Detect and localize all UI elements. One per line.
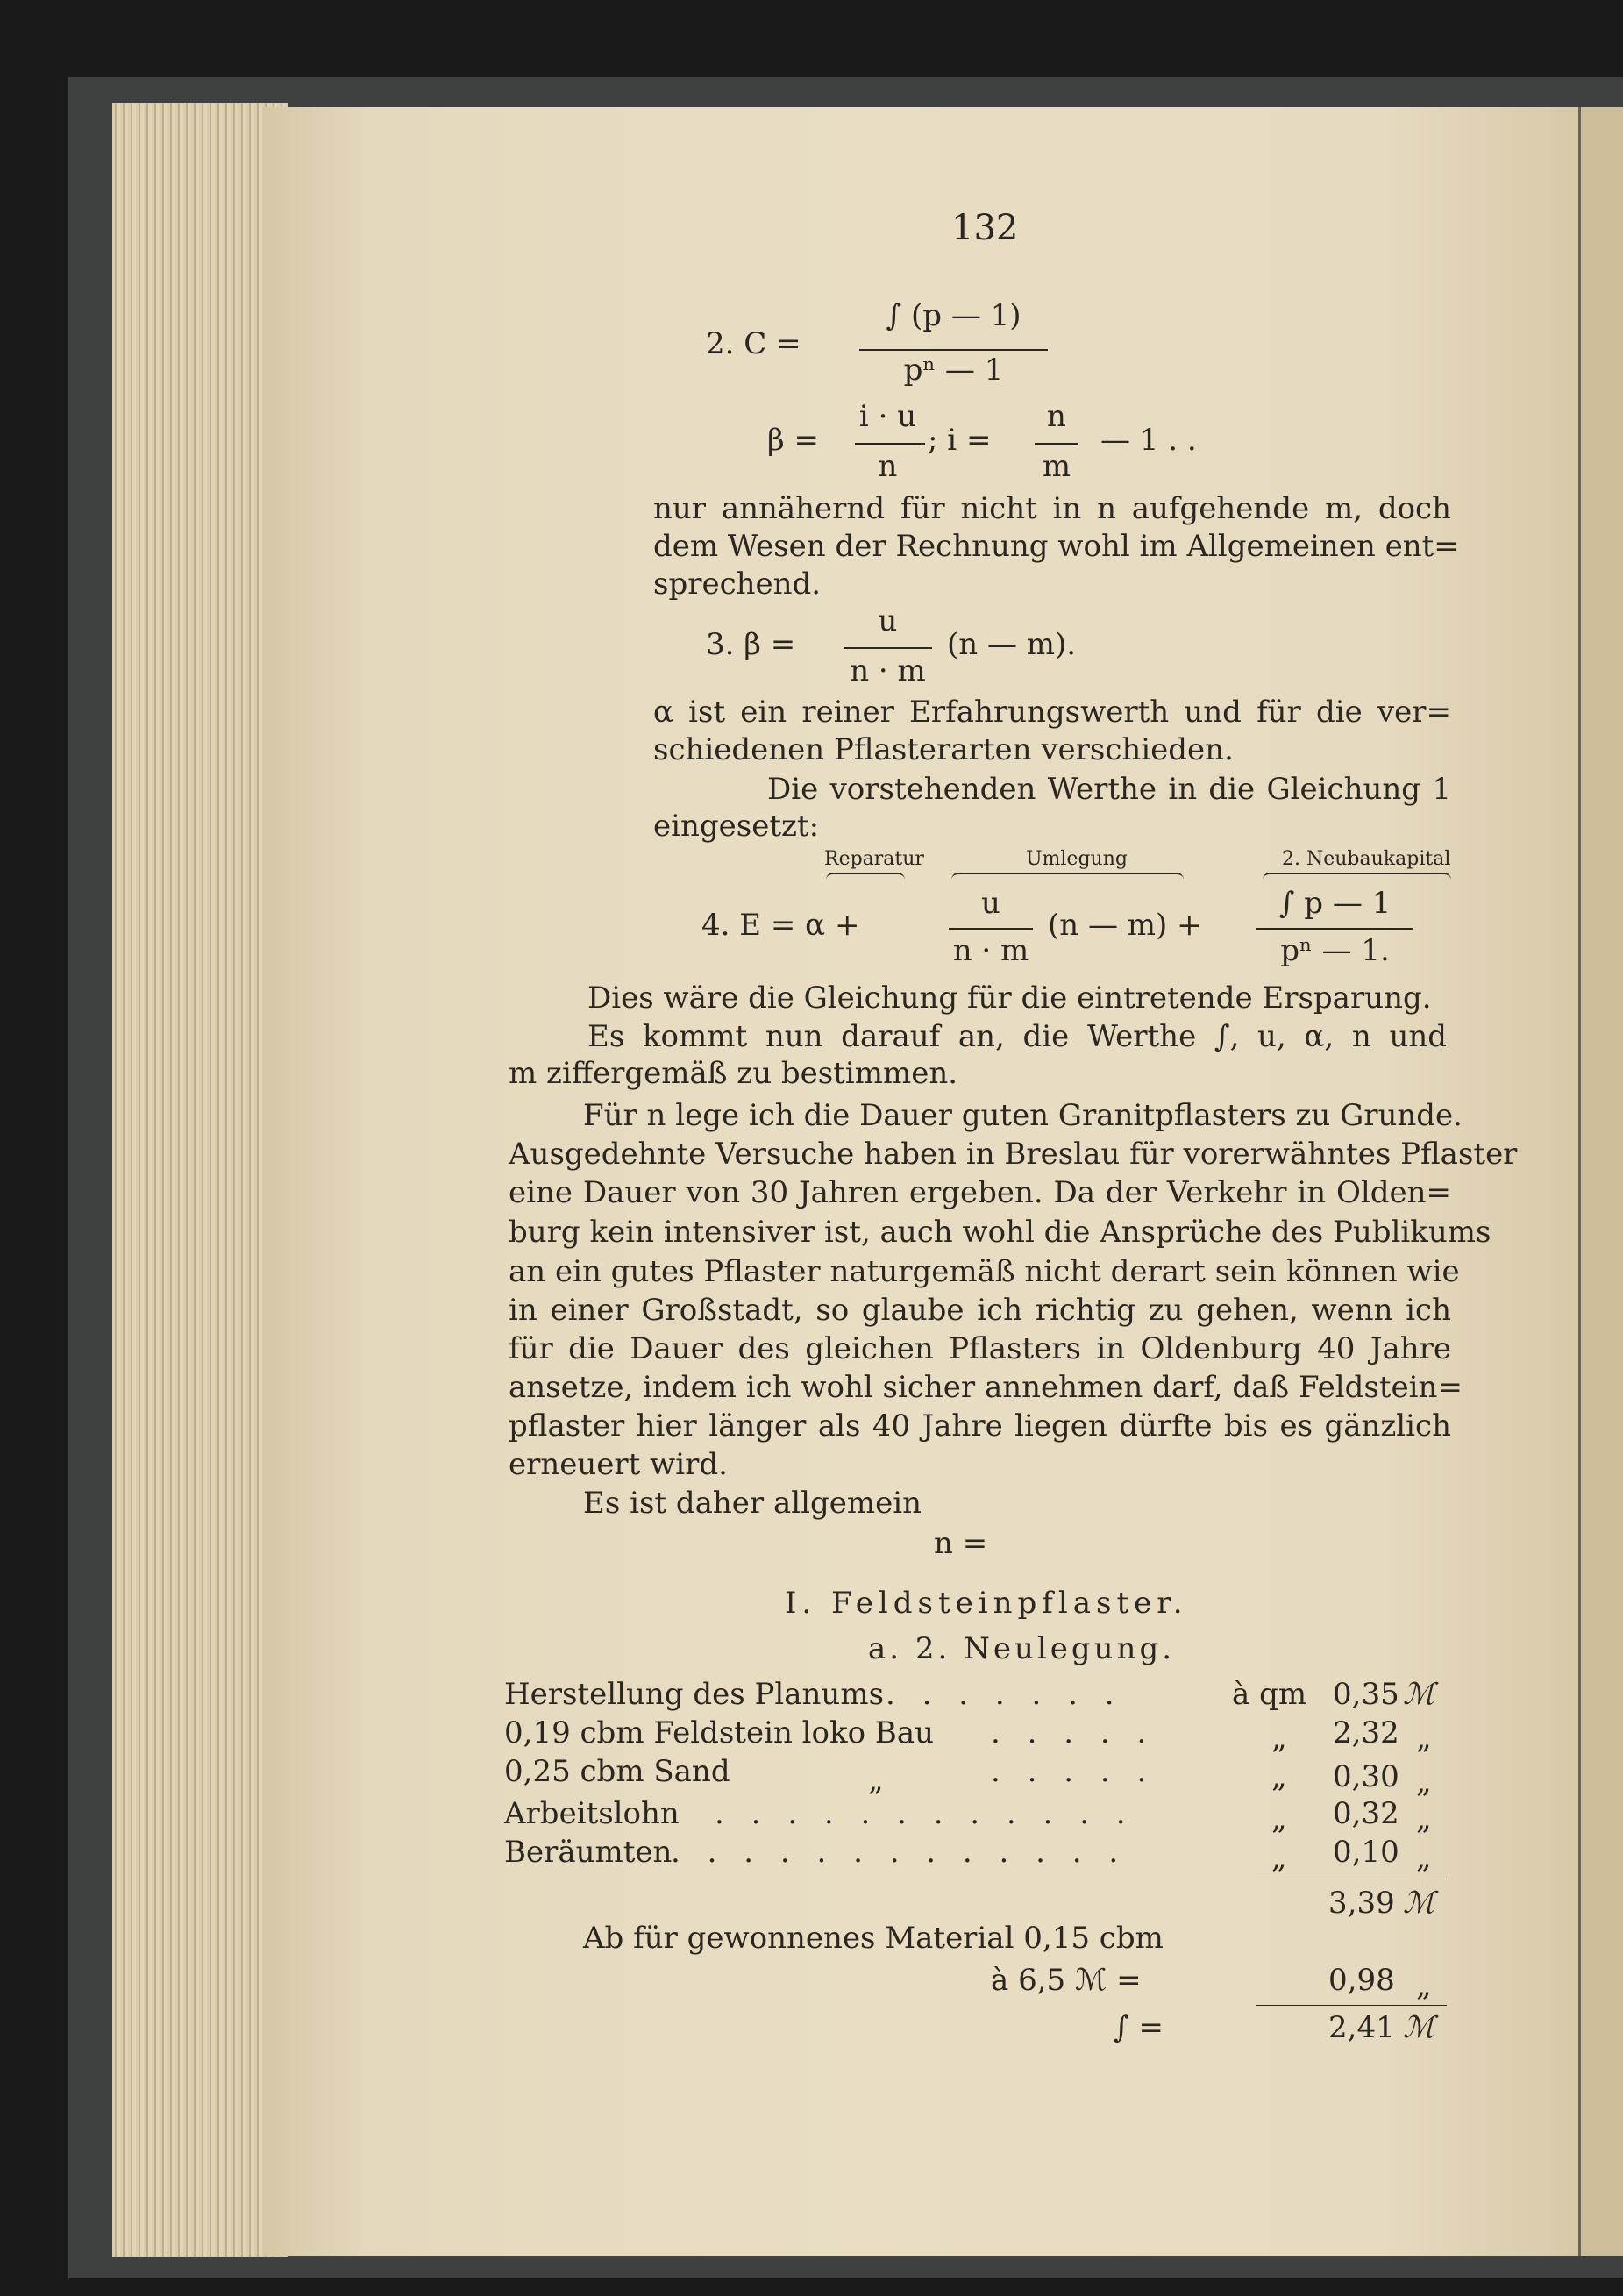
eq3-numerator: u (878, 603, 898, 638)
alpha-line: eingesetzt: (653, 809, 820, 844)
subtotal-currency: ℳ (1403, 1886, 1435, 1921)
eq2-label: 2. C = (706, 326, 801, 361)
row-dots: . . . . . . . . . . . . (715, 1796, 1135, 1831)
row-value: 0,35 (1333, 1677, 1399, 1712)
row-unit: „ (1271, 1721, 1287, 1756)
body-line: an ein gutes Pflaster naturgemäß nicht derart sein können wie (509, 1254, 1460, 1289)
deduct-value: 0,98 (1328, 1963, 1395, 1998)
brace-reparatur (826, 873, 905, 883)
row-label: Beräumten (504, 1835, 673, 1870)
beta-denominator: n (878, 449, 898, 484)
row-value: 2,32 (1333, 1715, 1399, 1751)
note-line: sprechend. (653, 567, 822, 602)
row-dots: . . . . . (991, 1715, 1156, 1751)
eq3-tail: (n — m). (947, 627, 1077, 662)
brace-label-neubau: 2. Neubaukapital (1282, 848, 1451, 870)
n-equals: n = (934, 1526, 988, 1561)
body-line: Dies wäre die Gleichung für die eintretende Ersparung. (587, 980, 1432, 1016)
page-edges (112, 103, 288, 2257)
row-dots: . . . . . . . . . . . . . (671, 1835, 1128, 1870)
subsection-heading: a. 2. Neulegung. (868, 1631, 1176, 1666)
note-line: dem Wesen der Rechnung wohl im Allgemeinen ent= (653, 529, 1459, 564)
total-label: ∫ = (1114, 2010, 1164, 2045)
row-label: Herstellung des Planums (504, 1677, 885, 1712)
body-line: pflaster hier länger als 40 Jahre liegen dürfte bis es gänzlich (509, 1408, 1451, 1444)
row-ditto: „ (868, 1763, 884, 1798)
row-currency: ℳ (1403, 1677, 1435, 1712)
eq3-fraction-bar (844, 647, 932, 649)
row-unit: à qm (1232, 1677, 1307, 1712)
beta-tail: — 1 . . (1100, 423, 1197, 458)
deduct-rate: à 6,5 ℳ = (991, 1963, 1142, 1998)
i-numerator: n (1047, 399, 1066, 434)
row-label: 0,19 cbm Feldstein loko Bau (504, 1715, 935, 1751)
brace-neubau (1263, 873, 1451, 883)
deduct-currency: „ (1416, 1968, 1432, 2003)
deduct-line: Ab für gewonnenes Material 0,15 cbm (583, 1921, 1164, 1956)
body-line: m ziffergemäß zu bestimmen. (509, 1056, 958, 1091)
section-heading: I. Feldsteinpflaster. (785, 1586, 1188, 1621)
eq4-numerator: u (981, 886, 1000, 921)
row-label: Arbeitslohn (504, 1796, 680, 1831)
body-line: Es ist daher allgemein (583, 1486, 922, 1521)
total-value: 2,41 (1328, 2010, 1395, 2045)
eq4-denominator2: pⁿ — 1. (1280, 933, 1390, 968)
beta-label: β = (767, 423, 819, 458)
total-rule (1256, 2005, 1447, 2006)
eq4-fraction-bar (949, 928, 1033, 930)
body-line: ansetze, indem ich wohl sicher annehmen darf, daß Feldstein= (509, 1370, 1463, 1405)
row-unit: „ (1271, 1840, 1287, 1875)
body-line: in einer Großstadt, so glaube ich richtig zu gehen, wenn ich (509, 1293, 1451, 1328)
row-value: 0,32 (1333, 1796, 1399, 1831)
eq4-numerator2: ∫ p — 1 (1278, 886, 1392, 921)
total-currency: ℳ (1403, 2010, 1435, 2045)
i-fraction-bar (1035, 443, 1078, 445)
subtotal-value: 3,39 (1328, 1886, 1395, 1921)
beta-numerator: i · u (858, 399, 917, 434)
row-currency: „ (1416, 1721, 1432, 1756)
page-number: 132 (951, 208, 1019, 248)
body-line: burg kein intensiver ist, auch wohl die Ansprüche des Publikums (509, 1215, 1491, 1250)
body-line: eine Dauer von 30 Jahren ergeben. Da der Verkehr in Olden= (509, 1175, 1451, 1210)
brace-label-reparatur: Reparatur (824, 848, 924, 870)
facing-page-edge (1578, 107, 1623, 2256)
row-dots: . . . . . . . (886, 1677, 1123, 1712)
i-denominator: m (1042, 449, 1071, 484)
row-currency: „ (1416, 1840, 1432, 1875)
eq3-denominator: n · m (850, 653, 926, 688)
body-line: Für n lege ich die Dauer guten Granitpflasters zu Grunde. (583, 1098, 1463, 1133)
brace-umlegung (951, 873, 1184, 883)
eq2-denominator: pⁿ — 1 (903, 353, 1004, 388)
row-value: 0,10 (1333, 1835, 1399, 1870)
note-line: nur annähernd für nicht in n aufgehende m, doch (653, 491, 1451, 526)
beta-fraction-bar (855, 443, 925, 445)
beta-i-label: ; i = (928, 423, 992, 458)
row-currency: „ (1416, 1765, 1432, 1800)
eq2-numerator: ∫ (p — 1) (886, 298, 1021, 333)
brace-label-umlegung: Umlegung (1026, 848, 1128, 870)
eq4-mid: (n — m) + (1048, 908, 1202, 943)
body-line: Es kommt nun darauf an, die Werthe ∫, u, α, n und (587, 1019, 1447, 1054)
row-unit: „ (1271, 1801, 1287, 1836)
eq2-fraction-bar (859, 349, 1048, 351)
body-line: für die Dauer des gleichen Pflasters in Oldenburg 40 Jahre (509, 1331, 1451, 1366)
eq3-label: 3. β = (706, 627, 796, 662)
alpha-line: schiedenen Pflasterarten verschieden. (653, 732, 1234, 767)
row-dots: . . . . . (991, 1754, 1156, 1789)
eq4-denominator: n · m (952, 933, 1029, 968)
row-value: 0,30 (1333, 1759, 1399, 1794)
alpha-line: Die vorstehenden Werthe in die Gleichung 1 (767, 772, 1451, 807)
body-line: Ausgedehnte Versuche haben in Breslau für vorerwähntes Pflaster (509, 1137, 1518, 1172)
row-currency: „ (1416, 1801, 1432, 1836)
row-label: 0,25 cbm Sand (504, 1754, 730, 1789)
eq4-label: 4. E = α + (701, 908, 860, 943)
alpha-line: α ist ein reiner Erfahrungswerth und für die ver= (653, 695, 1451, 730)
row-unit: „ (1271, 1759, 1287, 1794)
body-line: erneuert wird. (509, 1447, 728, 1482)
eq4-fraction-bar2 (1256, 928, 1413, 930)
